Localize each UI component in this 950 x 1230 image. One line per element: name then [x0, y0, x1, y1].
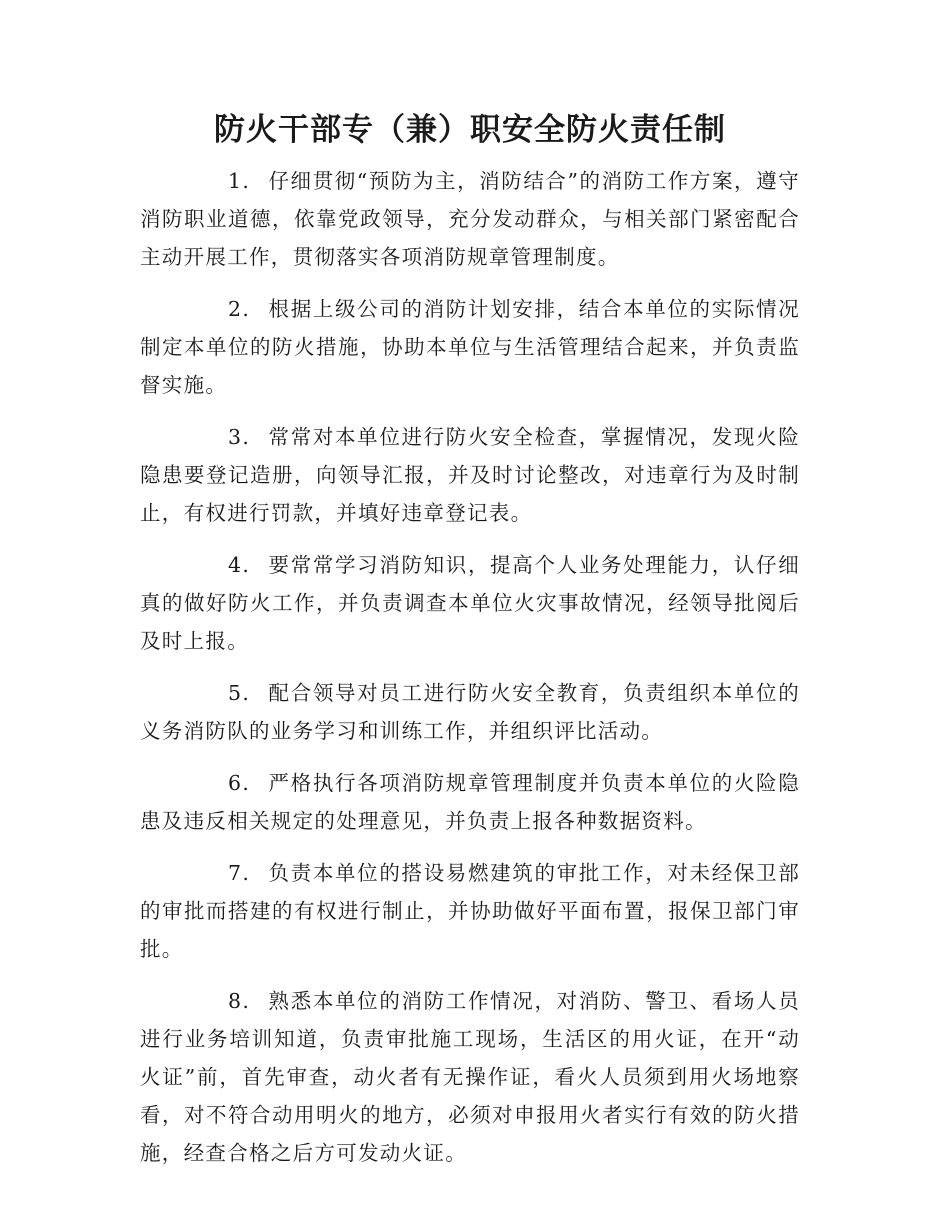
paragraph-5 [140, 674, 800, 750]
document-title: 防火干部专（兼）职安全防火责任制 [214, 112, 726, 148]
item-number: 5. [228, 681, 251, 705]
item-text: 熟悉本单位的消防工作情况，对消防、警卫、看场人员进行业务培训知道，负责审批施工现场，生活区的用火证，在开“动火证”前，首先审查，动火者有无操作证，看火人员须到用火场地察看，对不符合动用明火的地方，必须对申报用火者实行有效的防火措施，经查合格之后方可发动火证。 [140, 989, 800, 1165]
item-text: 配合领导对员工进行防火安全教育，负责组织本单位的义务消防队的业务学习和训练工作，并组织评比活动。 [140, 681, 800, 743]
item-text: 严格执行各项消防规章管理制度并负责本单位的火险隐患及违反相关规定的处理意见，并负责上报各种数据资料。 [140, 771, 800, 833]
item-number: 6. [228, 771, 251, 795]
item-text: 常常对本单位进行防火安全检查，掌握情况，发现火险隐患要登记造册，向领导汇报，并及时讨论整改，对违章行为及时制止，有权进行罚款，并填好违章登记表。 [140, 425, 800, 525]
item-text: 负责本单位的搭设易燃建筑的审批工作，对未经保卫部的审批而搭建的有权进行制止，并协助做好平面布置，报保卫部门审批。 [140, 861, 800, 961]
item-text: 要常常学习消防知识，提高个人业务处理能力，认仔细真的做好防火工作，并负责调查本单位火灾事故情况，经领导批阅后及时上报。 [140, 553, 800, 653]
paragraph-6 [140, 764, 800, 840]
paragraph-3 [140, 418, 800, 532]
item-number: 8. [228, 989, 251, 1013]
item-number: 3. [228, 425, 251, 449]
item-number: 1. [228, 169, 251, 193]
item-text: 仔细贯彻“预防为主，消防结合”的消防工作方案，遵守消防职业道德，依靠党政领导，充分发动群众，与相关部门紧密配合主动开展工作，贯彻落实各项消防规章管理制度。 [140, 169, 800, 269]
item-text: 根据上级公司的消防计划安排，结合本单位的实际情况制定本单位的防火措施，协助本单位与生活管理结合起来，并负责监督实施。 [140, 297, 800, 397]
paragraph-7 [140, 854, 800, 968]
item-number: 4. [228, 553, 251, 577]
paragraph-1 [140, 162, 800, 276]
paragraph-4 [140, 546, 800, 660]
item-number: 7. [228, 861, 251, 885]
item-number: 2. [228, 297, 251, 321]
document-page [140, 108, 800, 1186]
paragraph-8 [140, 982, 800, 1172]
paragraph-2 [140, 290, 800, 404]
